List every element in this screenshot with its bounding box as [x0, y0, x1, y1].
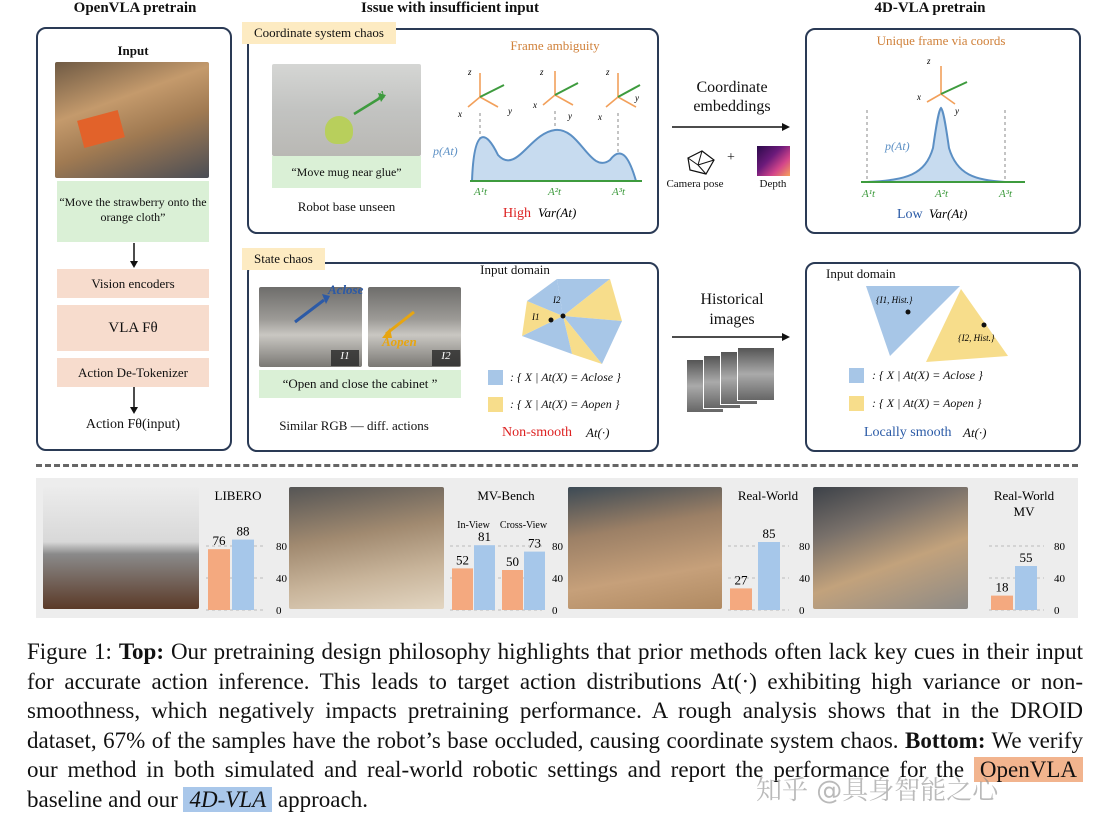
watermark: 知乎 @具身智能之心 [756, 776, 999, 806]
y-tick-label: 40 [1054, 573, 1065, 585]
y-tick-label: 0 [1054, 605, 1060, 617]
openvla-highlight: OpenVLA [974, 757, 1083, 782]
bar-value-label: 55 [1019, 550, 1033, 565]
svg-text:z: z [540, 67, 544, 77]
tick-a2: A²t [548, 186, 562, 198]
unique-tick-a1: A¹t [862, 188, 876, 200]
bar [1015, 566, 1037, 610]
unique-tick-a2: A²t [935, 188, 949, 200]
svg-text:z: z [606, 67, 610, 77]
y-tick-label: 80 [799, 541, 810, 553]
variance-low-text: Var(At) [929, 206, 968, 221]
bar [524, 552, 545, 610]
bar [991, 596, 1013, 610]
state-caption: Similar RGB — diff. actions [279, 418, 429, 433]
svg-text:y: y [508, 106, 512, 116]
state-chaos-tag: State chaos [242, 248, 325, 270]
bar-value-label: 73 [528, 535, 541, 551]
variance-high-text: Var(At) [538, 205, 577, 220]
unique-p-label: p(At) [885, 139, 910, 153]
bar-value-label: 81 [478, 529, 491, 545]
svg-text:x: x [917, 92, 921, 102]
svg-text:x: x [533, 100, 537, 110]
instruction-box: “Move the strawberry onto the orange cloth” [57, 181, 209, 242]
vla-box: VLA Fθ [57, 305, 209, 351]
input-label: Input [117, 43, 149, 58]
bar [474, 545, 495, 610]
middle-header: Issue with insufficient input [361, 0, 539, 16]
bar-value-label: 85 [762, 526, 776, 541]
vision-encoders-box: Vision encoders [57, 269, 209, 298]
figure-caption: Figure 1: Top: Our pretraining design philosophy highlights that prior methods often lack key cues in their input for accurate action inference. This leads to target action distributions At(·) exhibiting high variance or non-smoothness, which negatively impacts pretraining performance. A rough analysis shows that in the DROID dataset, 67% of the samples have the robot’s base occluded, causing coordinate system chaos. Bottom: We verify our method in both simulated and real-world robotic settings and report the performance for the OpenVLA baseline and our 4D-VLA approach. [27, 639, 1084, 812]
p-label: p(At) [433, 144, 458, 158]
bar [730, 588, 752, 610]
coord-caption: Robot base unseen [297, 199, 396, 214]
y-tick-label: 80 [276, 541, 287, 553]
tri2-label: {I2, Hist.} [958, 333, 995, 343]
unique-frame-title: Unique frame via coords [876, 33, 1006, 48]
legend-close: : { X | At(X) = Aclose } [510, 370, 621, 384]
bar-value-label: 18 [995, 579, 1009, 595]
tri1-label: {I1, Hist.} [876, 295, 913, 305]
plus-sign: + [727, 150, 735, 165]
tick-a3: A³t [612, 186, 626, 198]
bar-value-label: 27 [734, 572, 748, 588]
nonsmooth-label: Non-smooth [502, 425, 572, 440]
category-label: Cross-View [499, 520, 548, 531]
variance-high: High [503, 206, 531, 221]
coord-embed-label: Coordinate embeddings [693, 79, 771, 115]
chart-title: MV-Bench [477, 488, 535, 503]
category-label: In-View [457, 520, 490, 531]
svg-text:y: y [635, 93, 639, 103]
svg-text:I2: I2 [553, 295, 561, 305]
y-tick-label: 80 [552, 541, 563, 553]
svg-text:z: z [468, 67, 472, 77]
bar [232, 540, 254, 610]
i2-label: I2 [432, 350, 460, 366]
variance-low: Low [897, 207, 923, 222]
y-tick-label: 0 [799, 605, 805, 617]
action-output: Action Fθ(input) [85, 417, 181, 432]
camera-pose-label: Camera pose [666, 178, 724, 190]
detokenizer-box: Action De-Tokenizer [57, 358, 209, 387]
right-header: 4D-VLA pretrain [874, 0, 986, 16]
bar-value-label: 76 [212, 533, 226, 549]
bar [208, 549, 230, 610]
chart-title: MV [1013, 504, 1035, 519]
chart-title: Real-World [737, 488, 799, 503]
bar [502, 570, 523, 610]
y-tick-label: 80 [1054, 541, 1065, 553]
y-tick-label: 40 [276, 573, 287, 585]
bar [758, 542, 780, 610]
nonsmooth-fn: At(·) [586, 425, 610, 440]
chart-title: LIBERO [214, 488, 262, 503]
svg-text:Aopen: Aopen [382, 334, 417, 349]
chart-title: Real-World [993, 488, 1055, 503]
left-header: OpenVLA pretrain [73, 0, 197, 16]
smooth-legend-close: : { X | At(X) = Aclose } [872, 368, 983, 382]
bar-value-label: 52 [456, 552, 469, 568]
state-input-domain: Input domain [480, 262, 550, 277]
svg-text:Aclose: Aclose [328, 282, 364, 297]
svg-text:x: x [598, 112, 602, 122]
svg-text:y: y [955, 106, 959, 116]
state-instruction: “Open and close the cabinet ” [259, 370, 461, 398]
bar [452, 568, 473, 610]
coord-instruction: “Move mug near glue” [272, 156, 421, 188]
svg-text:A: A [378, 89, 385, 101]
y-tick-label: 0 [552, 605, 558, 617]
svg-text:I1: I1 [532, 312, 540, 322]
coord-chaos-tag: Coordinate system chaos [242, 22, 396, 44]
y-tick-label: 0 [276, 605, 282, 617]
smooth-fn: At(·) [963, 425, 987, 440]
legend-open: : { X | At(X) = Aopen } [510, 397, 620, 411]
svg-text:x: x [458, 109, 462, 119]
smooth-input-domain: Input domain [826, 266, 896, 281]
historical-label: Historical images [700, 291, 764, 328]
smooth-label: Locally smooth [864, 425, 952, 440]
i1-label: I1 [331, 350, 359, 366]
frame-ambiguity-title: Frame ambiguity [510, 38, 600, 53]
y-tick-label: 40 [799, 573, 810, 585]
svg-text:y: y [568, 111, 572, 121]
tick-a1: A¹t [474, 186, 488, 198]
svg-text:z: z [927, 56, 931, 66]
depth-label: Depth [759, 178, 787, 190]
smooth-legend-open: : { X | At(X) = Aopen } [872, 396, 982, 410]
fourd-highlight: 4D-VLA [183, 787, 272, 812]
bar-value-label: 50 [506, 554, 519, 569]
unique-tick-a3: A³t [999, 188, 1013, 200]
bar-value-label: 88 [236, 523, 250, 539]
y-tick-label: 40 [552, 573, 563, 585]
